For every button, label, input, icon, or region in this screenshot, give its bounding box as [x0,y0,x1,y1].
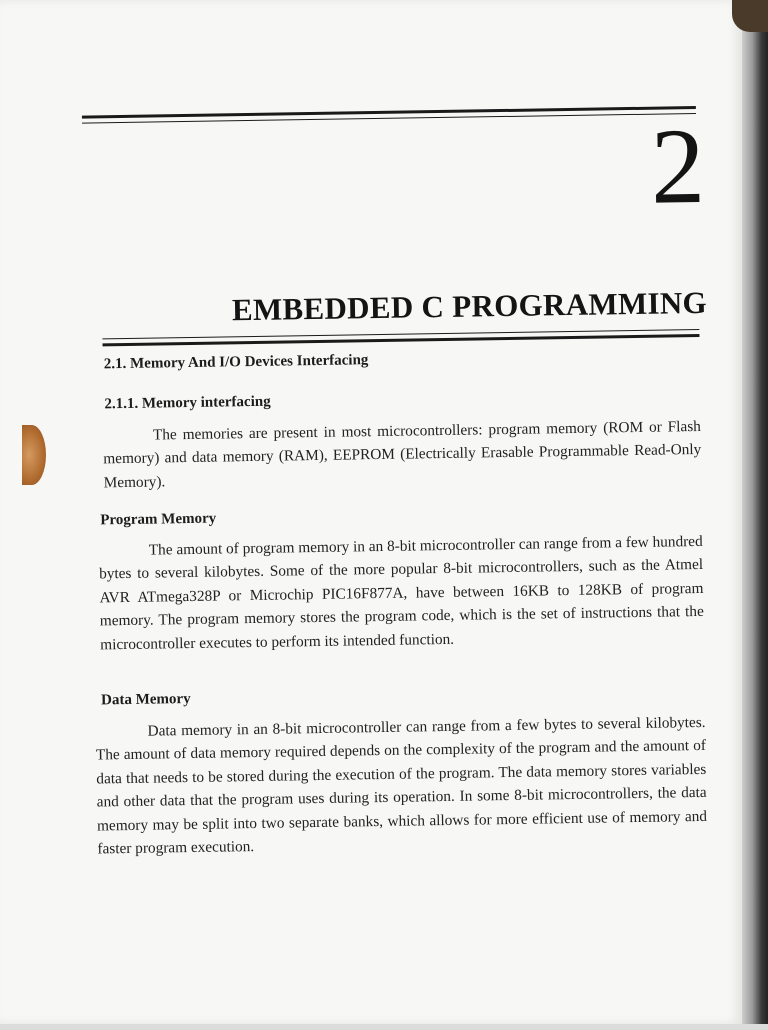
data-memory-heading: Data Memory [100,690,191,709]
section-heading-2-1: 2.1. Memory And I/O Devices Interfacing [103,352,369,373]
intro-paragraph: The memories are present in most microcontrollers: program memory (ROM or Flash memory) and data memory (RAM), EEPROM (Electrically Erasable Programmable Read-Only Memory). [103,417,702,492]
title-rule-thick [103,334,700,346]
chapter-title: EMBEDDED C PROGRAMMING [231,284,708,328]
chapter-number: 2 [649,106,706,227]
subsection-heading-2-1-1: 2.1.1. Memory interfacing [104,393,271,413]
data-memory-paragraph: Data memory in an 8-bit microcontroller can range from a few bytes to several kilobytes. The amount of data memory required depends on the complexity of the program and the amount of data that needs to be stored during the execution of the program. The data memory stores variables and other data that the program uses during its operation. In some 8-bit microcontrollers, the data memory may be split into two separate banks, which allows for more efficient use of memory and faster program execution. [95,713,708,858]
program-memory-paragraph: The amount of program memory in an 8-bit microcontroller can range from a few hundred bytes to several kilobytes. Some of the more popular 8-bit microcontrollers, such as the Atmel AVR ATmega328P or Microchip PIC16F877A, have between 16KB to 128KB of program memory. The program memory stores the program code, which is the set of instructions that the microcontroller executes to perform its intended function. [98,532,704,654]
book-corner [732,0,768,32]
book-page-edge [742,0,768,1024]
program-memory-heading: Program Memory [100,510,217,529]
